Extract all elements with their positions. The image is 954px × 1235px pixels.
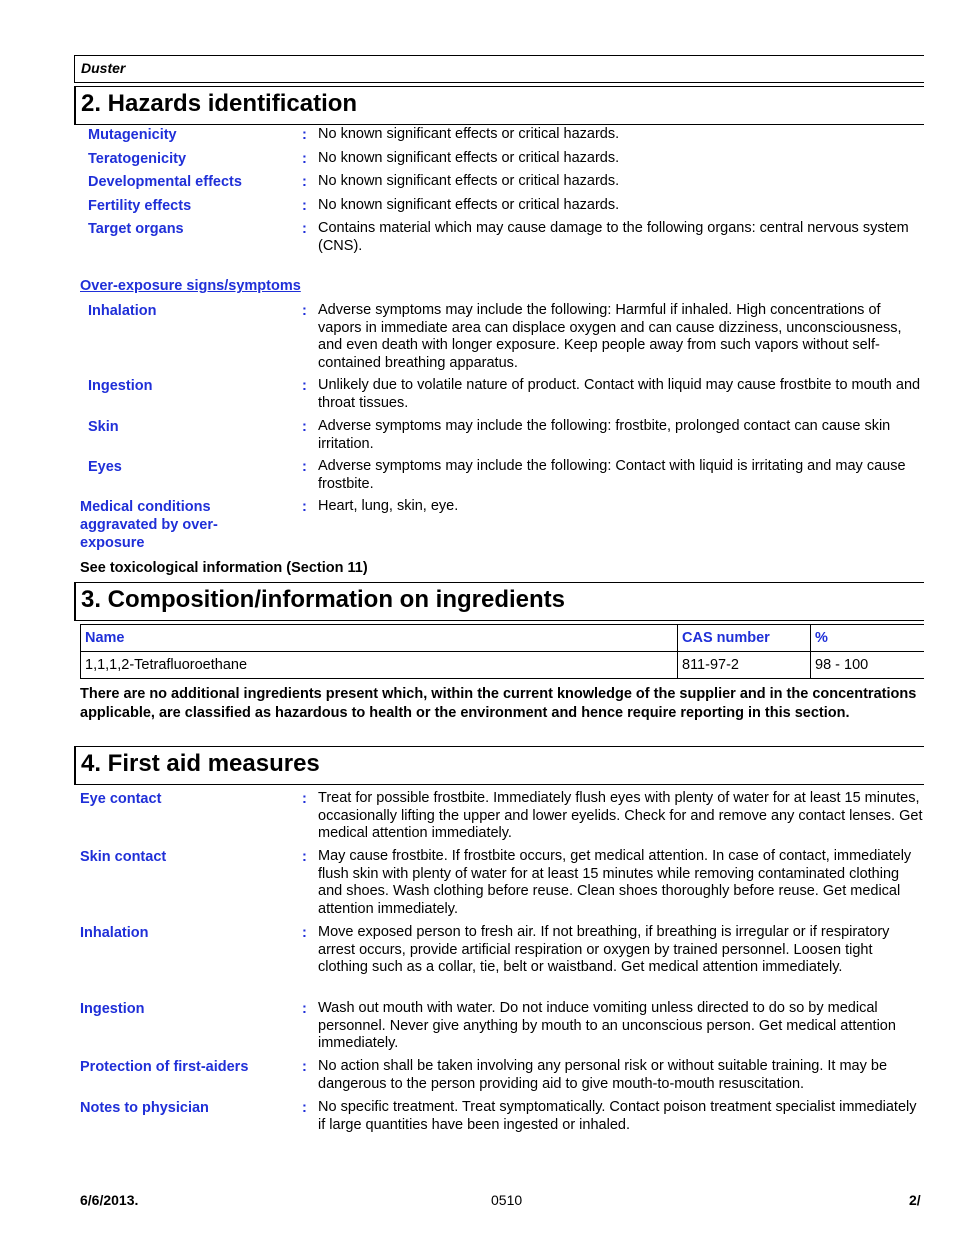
first-aid-label: Skin contact xyxy=(80,849,167,865)
colon: : xyxy=(302,791,307,807)
ingredient-percent: 98 - 100 xyxy=(811,652,925,679)
composition-note: There are no additional ingredients present which, within the current knowledge of the supplier and in the concentrations applicable, are classified as hazardous to health or the environment and hence require reporting in this section. xyxy=(80,686,917,721)
colon: : xyxy=(302,1059,307,1075)
colon: : xyxy=(302,221,307,237)
toxicology-reference: See toxicological information (Section 11) xyxy=(80,560,368,576)
ingredient-name: 1,1,1,2-Tetrafluoroethane xyxy=(81,652,678,679)
symptom-value: Adverse symptoms may include the following: Harmful if inhaled. High concentrations of vapors in immediate area can displace oxygen and can cause dizziness, unconsciousness, and even death with longer exposure. Keep people away from such vapors without self-contained breathing apparatus. xyxy=(318,302,902,371)
hazard-label: Teratogenicity xyxy=(88,151,187,167)
colon: : xyxy=(302,459,307,475)
symptom-value: Adverse symptoms may include the following: Contact with liquid is irritating and may cause frostbite. xyxy=(318,458,906,492)
column-header-percent: % xyxy=(811,625,925,652)
colon: : xyxy=(302,151,307,167)
first-aid-label: Notes to physician xyxy=(80,1100,209,1116)
medical-conditions-value: Heart, lung, skin, eye. xyxy=(318,498,459,514)
first-aid-value: Treat for possible frostbite. Immediately flush eyes with plenty of water for at least 15 minutes, occasionally lifting the upper and lower eyelids. Check for and remove any contact lenses. Get medical attention immediately. xyxy=(318,790,923,842)
table-header-row xyxy=(81,625,925,652)
footer-date: 6/6/2013. xyxy=(80,1192,139,1208)
footer-page-number: 2/ xyxy=(909,1192,921,1208)
symptom-label: Inhalation xyxy=(88,303,157,319)
first-aid-value: No action shall be taken involving any personal risk or without suitable training. It may be dangerous to the person providing aid to give mouth-to-mouth resuscitation. xyxy=(318,1058,888,1092)
medical-conditions-label: Medical conditions aggravated by over-exposure xyxy=(80,499,218,551)
symptom-label: Eyes xyxy=(88,459,122,475)
first-aid-value: May cause frostbite. If frostbite occurs, get medical attention. In case of contact, immediately flush skin with plenty of water for at least 15 minutes while removing contaminated clothing and shoes. Wash clothing before reuse. Clean shoes thoroughly before reuse. Get medical attention immediately. xyxy=(318,848,912,917)
symptom-label: Skin xyxy=(88,419,119,435)
section-4-title: 4. First aid measures xyxy=(74,746,924,785)
hazard-label: Developmental effects xyxy=(88,174,242,190)
table-row xyxy=(81,652,925,679)
first-aid-value: No specific treatment. Treat symptomatically. Contact poison treatment specialist immediately if large quantities have been ingested or inhaled. xyxy=(318,1099,917,1133)
symptom-value: Adverse symptoms may include the following: frostbite, prolonged contact can cause skin irritation. xyxy=(318,418,891,452)
colon: : xyxy=(302,499,307,515)
section-3-title: 3. Composition/information on ingredients xyxy=(74,582,924,621)
colon: : xyxy=(302,303,307,319)
first-aid-label: Inhalation xyxy=(80,925,149,941)
colon: : xyxy=(302,198,307,214)
symptom-value: Unlikely due to volatile nature of product. Contact with liquid may cause frostbite to mouth and throat tissues. xyxy=(318,377,921,411)
colon: : xyxy=(302,378,307,394)
hazard-label: Mutagenicity xyxy=(88,127,177,143)
hazard-value: No known significant effects or critical hazards. xyxy=(318,150,620,166)
hazard-value: Contains material which may cause damage to the following organs: central nervous system (CNS). xyxy=(318,220,909,254)
hazard-value: No known significant effects or critical hazards. xyxy=(318,197,620,213)
colon: : xyxy=(302,419,307,435)
footer-code: 0510 xyxy=(491,1192,523,1208)
hazard-label: Target organs xyxy=(88,221,184,237)
colon: : xyxy=(302,925,307,941)
colon: : xyxy=(302,127,307,143)
first-aid-label: Eye contact xyxy=(80,791,162,807)
colon: : xyxy=(302,1100,307,1116)
symptom-label: Ingestion xyxy=(88,378,153,394)
column-header-cas: CAS number xyxy=(678,625,811,652)
product-name: Duster xyxy=(74,55,924,83)
first-aid-label: Protection of first-aiders xyxy=(80,1059,249,1075)
first-aid-value: Wash out mouth with water. Do not induce vomiting unless directed to do so by medical personnel. Never give anything by mouth to an unconscious person. Get medical attention immediately. xyxy=(318,1000,896,1052)
ingredient-cas: 811-97-2 xyxy=(678,652,811,679)
colon: : xyxy=(302,174,307,190)
hazard-label: Fertility effects xyxy=(88,198,192,214)
ingredients-table xyxy=(80,624,924,679)
colon: : xyxy=(302,849,307,865)
overexposure-heading[interactable]: Over-exposure signs/symptoms xyxy=(80,278,301,294)
first-aid-label: Ingestion xyxy=(80,1001,145,1017)
column-header-name: Name xyxy=(81,625,678,652)
colon: : xyxy=(302,1001,307,1017)
first-aid-value: Move exposed person to fresh air. If not breathing, if breathing is irregular or if respiratory arrest occurs, provide artificial respiration or oxygen by trained personnel. Loosen tight clothing such as a collar, tie, belt or waistband. Get medical attention immediately. xyxy=(318,924,890,976)
section-2-title: 2. Hazards identification xyxy=(74,86,924,125)
hazard-value: No known significant effects or critical hazards. xyxy=(318,126,620,142)
hazard-value: No known significant effects or critical hazards. xyxy=(318,173,620,189)
